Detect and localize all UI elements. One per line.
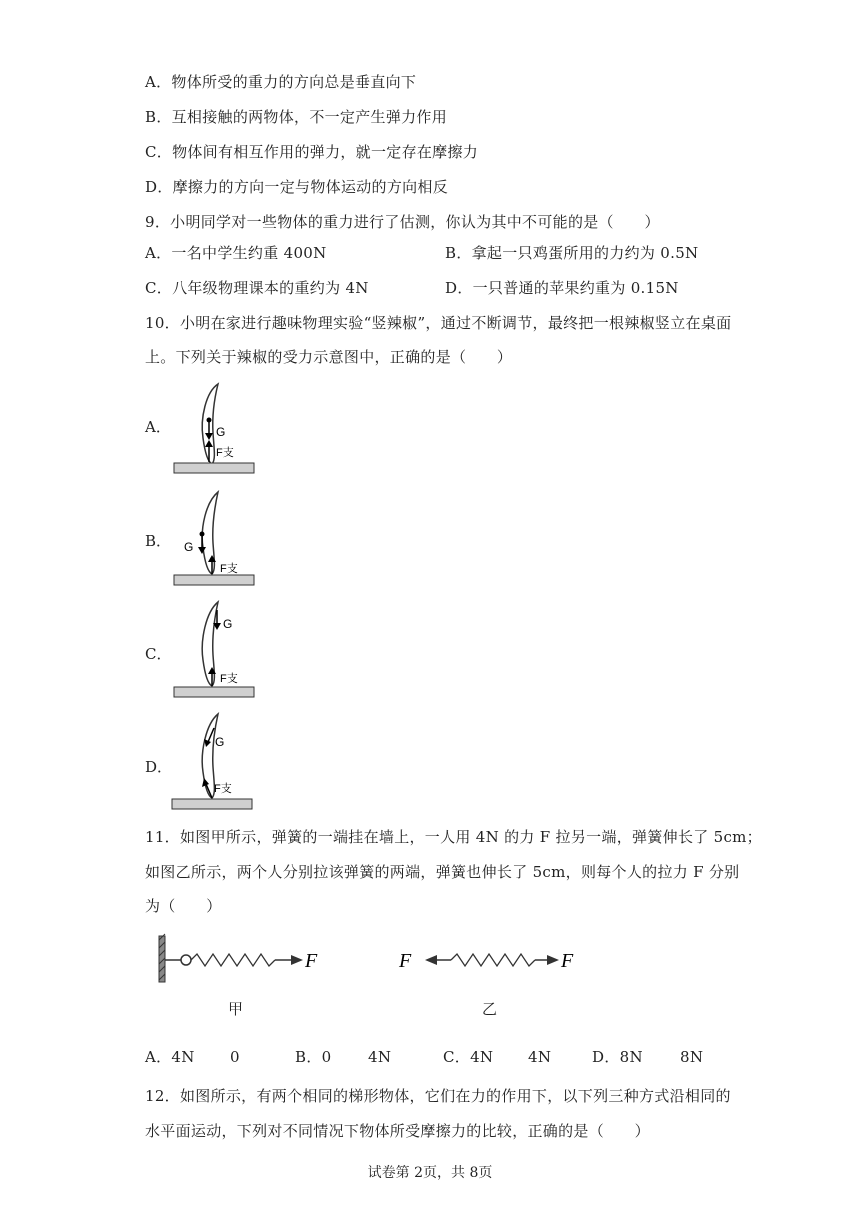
q10-option-d-label: D． [145, 758, 173, 776]
force-label: F [305, 950, 318, 972]
q11-option-b-label: B．0 [295, 1048, 332, 1066]
f-label: F支 [220, 563, 238, 575]
q10-option-c-label: C． [145, 645, 172, 663]
table-surface [174, 463, 254, 473]
q9-option-b: B．拿起一只鸡蛋所用的力约为 0.5N [445, 244, 699, 262]
g-label: G [184, 540, 194, 554]
q8-option-c: C．物体间有相互作用的弹力，就一定存在摩擦力 [145, 143, 479, 161]
q11-stem-line2: 如图乙所示，两个人分别拉该弹簧的两端，弹簧也伸长了 5cm，则每个人的拉力 F 分别 [145, 863, 740, 881]
q10-option-b-label: B． [145, 532, 172, 550]
q11-option-a-label: A．4N [145, 1048, 195, 1066]
q8-option-d: D．摩擦力的方向一定与物体运动的方向相反 [145, 178, 449, 196]
q9-option-d: D．一只普通的苹果约重为 0.15N [445, 279, 679, 297]
q8-option-b: B．互相接触的两物体，不一定产生弹力作用 [145, 108, 448, 126]
chili-figure-a [170, 378, 270, 478]
spring-coil [191, 954, 275, 966]
q11-stem-line1: 11．如图甲所示，弹簧的一端挂在墙上，一人用 4N 的力 F 拉另一端，弹簧伸长了 5cm； [145, 828, 762, 846]
force-label-right: F [561, 950, 574, 972]
q12-stem-line2: 水平面运动，下列对不同情况下物体所受摩擦力的比较，正确的是（ ） [145, 1122, 650, 1140]
f-label: F支 [220, 673, 238, 685]
g-label: G [223, 617, 233, 631]
table-surface [174, 687, 254, 697]
q11-option-a-value: 0 [230, 1048, 240, 1066]
q8-option-a: A．物体所受的重力的方向总是垂直向下 [145, 73, 417, 91]
q11-stem-line3: 为（ ） [145, 897, 222, 915]
q9-option-a: A．一名中学生约重 400N [145, 244, 327, 262]
q12-stem-line1: 12．如图所示，有两个相同的梯形物体，它们在力的作用下，以下列三种方式沿相同的 [145, 1087, 731, 1105]
q10-option-a-label: A． [145, 418, 171, 436]
fig-caption-yi: 乙 [482, 1001, 498, 1018]
spring-figure-jia [155, 928, 335, 988]
spring-figure-yi [395, 928, 585, 988]
force-label-left: F [399, 950, 412, 972]
g-label: G [215, 735, 225, 749]
table-surface [172, 799, 252, 809]
q11-option-c-label: C．4N [443, 1048, 494, 1066]
q11-option-d-value: 8N [680, 1048, 704, 1066]
table-surface [174, 575, 254, 585]
q9-option-c: C．八年级物理课本的重约为 4N [145, 279, 369, 297]
hook-ring [181, 955, 191, 965]
q10-stem-line1: 10．小明在家进行趣味物理实验“竖辣椒”，通过不断调节，最终把一根辣椒竖立在桌面 [145, 314, 732, 332]
q9-stem: 9．小明同学对一些物体的重力进行了估测，你认为其中不可能的是（ ） [145, 213, 660, 231]
chili-figure-c [170, 600, 270, 700]
q11-option-d-label: D．8N [592, 1048, 643, 1066]
fig-caption-jia: 甲 [228, 1001, 244, 1018]
chili-figure-b [170, 488, 270, 588]
f-label: F支 [214, 783, 232, 795]
chili-figure-d [168, 712, 268, 816]
g-label: G [216, 425, 226, 439]
q10-stem-line2: 上。下列关于辣椒的受力示意图中，正确的是（ ） [145, 348, 513, 366]
q11-option-c-value: 4N [528, 1048, 552, 1066]
q11-option-b-value: 4N [368, 1048, 392, 1066]
page-footer: 试卷第 2页，共 8页 [367, 1165, 493, 1181]
spring-coil [451, 954, 535, 966]
f-label: F支 [216, 447, 234, 459]
